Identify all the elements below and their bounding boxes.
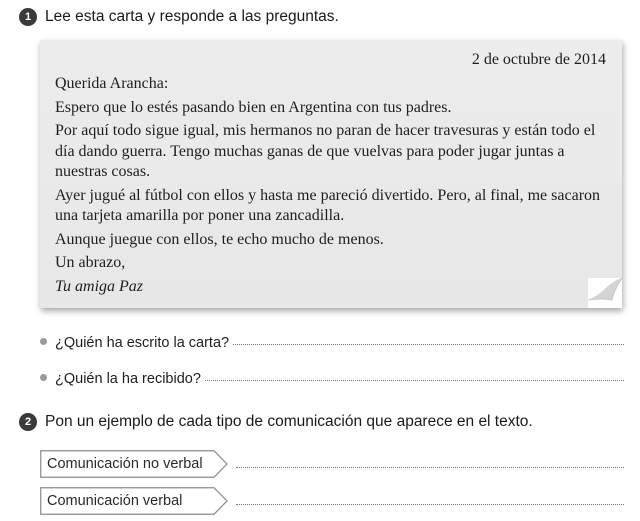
answer-line[interactable] — [233, 343, 624, 345]
letter-signature: Tu amiga Paz — [55, 277, 144, 295]
letter-paragraph: Aunque juegue con ellos, te echo mucho de menos. — [55, 230, 384, 248]
question-row — [40, 371, 624, 387]
letter-card — [40, 40, 622, 308]
letter-date: 2 de octubre de 2014 — [471, 51, 606, 68]
communication-label-tag — [40, 487, 226, 515]
answer-line[interactable] — [236, 504, 624, 505]
question-1-header — [19, 8, 339, 26]
letter-closing: Un abrazo, — [55, 254, 126, 271]
page-curl-decoration — [588, 278, 622, 308]
question-row — [40, 335, 624, 351]
question-number-badge: 1 — [19, 8, 37, 26]
letter-paragraph: Por aquí todo sigue igual, mis hermanos no paran de hacer travesuras y están todo el día dando guerra. Tengo muchas ganas de que vuelvas para poder jugar juntas a nuestras cosas. — [55, 122, 596, 180]
question-text: ¿Quién la ha recibido? — [55, 371, 201, 387]
bullet-icon — [40, 374, 47, 381]
answer-line[interactable] — [236, 467, 624, 468]
question-text: ¿Quién ha escrito la carta? — [55, 335, 230, 351]
letter-body — [55, 74, 615, 300]
communication-row — [40, 486, 624, 516]
communication-label: Comunicación verbal — [47, 493, 183, 509]
bullet-icon — [40, 338, 47, 345]
letter-greeting: Querida Arancha: — [55, 75, 169, 92]
communication-row — [40, 449, 624, 479]
letter-paragraph: Espero que lo estés pasando bien en Argentina con tus padres. — [55, 98, 452, 116]
communication-label: Comunicación no verbal — [47, 456, 203, 472]
question-number-badge: 2 — [19, 413, 37, 431]
answer-line[interactable] — [205, 379, 624, 381]
question-2-header — [19, 413, 533, 431]
question-2-instruction: Pon un ejemplo de cada tipo de comunicación que aparece en el texto. — [45, 413, 533, 430]
letter-paragraph: Ayer jugué al fútbol con ellos y hasta me pareció divertido. Pero, al final, me sacaron una tarjeta amarilla por poner una zancadilla. — [55, 186, 601, 224]
communication-label-tag — [40, 450, 226, 478]
question-1-instruction: Lee esta carta y responde a las preguntas. — [45, 8, 339, 25]
